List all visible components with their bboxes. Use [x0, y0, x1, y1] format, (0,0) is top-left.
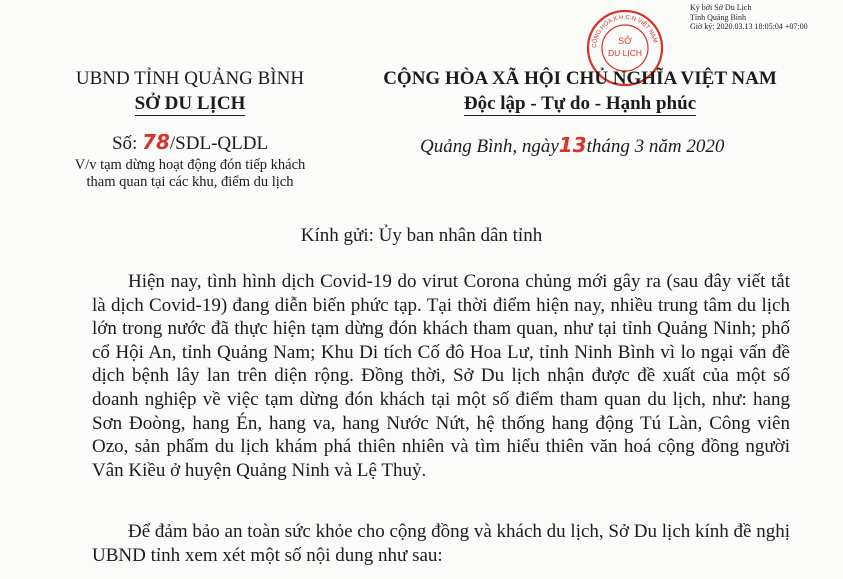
- signature-time: Giờ ký: 2020.03.13 18:05:04 +07:00: [690, 22, 808, 31]
- svg-text:SỞ: SỞ: [618, 36, 632, 46]
- subject-line-1: V/v tạm dừng hoạt động đón tiếp khách: [74, 157, 306, 173]
- national-motto-text: Độc lập - Tự do - Hạnh phúc: [463, 93, 697, 114]
- place-date: [420, 133, 724, 158]
- place-date-prefix: Quảng Bình, ngày: [420, 136, 559, 157]
- place-date-suffix: tháng 3 năm 2020: [586, 136, 725, 157]
- digital-signature-info: [690, 3, 808, 32]
- national-title: CỘNG HÒA XÃ HỘI CHỦ NGHĨA VIỆT NAM: [383, 68, 777, 89]
- org-name-text: SỞ DU LỊCH: [134, 93, 246, 114]
- signature-province: Tỉnh Quảng Bình: [690, 12, 746, 22]
- signature-signer: Ký bởi Sở Du Lịch: [690, 3, 752, 12]
- document-subject: [40, 157, 340, 191]
- document-number-prefix: Số:: [111, 133, 143, 154]
- recipient-line: Kính gửi: Ủy ban nhân dân tỉnh: [300, 225, 543, 246]
- document-number-handwritten: 78: [142, 130, 170, 154]
- document-number: [40, 130, 340, 155]
- svg-text:DU LỊCH: DU LỊCH: [607, 48, 643, 58]
- paragraph-1-text: Hiện nay, tình hình dịch Covid-19 do virut Corona chủng mới gây ra (sau đây viết tắt là dịch Covid-19) đang diễn biến phức tạp. Tại thời điểm hiện nay, nhiều trung tâm du lịch lớn trong nước đã thực hiện tạm dừng đón khách tham quan, như tại tỉnh Quảng Ninh; phố cổ Hội An, tỉnh Quảng Nam; Khu Di tích Cố đô Hoa Lư, tỉnh Ninh Bình vì lo ngại vấn đề dịch bệnh lây lan trên diện rộng. Đồng thời, Sở Du lịch nhận được đề xuất của một số doanh nghiệp về việc tạm dừng đón khách tại một số điểm tham quan du lịch, như: hang Sơn Đoòng, hang Én, hang va, hang Nước Nứt, hệ thống hang động Tú Làn, Công viên Ozo, sản phẩm du lịch khám phá thiên nhiên và tìm hiểu thiên văn hoá cộng đồng người Vân Kiều ở huyện Quảng Ninh và Lệ Thuỷ.: [92, 271, 790, 481]
- document-number-suffix: /SDL-QLDL: [169, 133, 269, 154]
- national-motto: [370, 93, 790, 115]
- day-handwritten: 13: [558, 133, 587, 157]
- paragraph-2-text: Để đảm bảo an toàn sức khỏe cho cộng đồng và khách du lịch, Sở Du lịch kính đề nghị UBND tỉnh xem xét một số nội dung như sau:: [92, 521, 790, 566]
- org-name: [40, 93, 340, 115]
- svg-text:CỘNG HÒA X.H.C.N VIỆT NAM: CỘNG HÒA X.H.C.N VIỆT NAM: [591, 14, 658, 49]
- subject-line-2: tham quan tại các khu, điểm du lịch: [86, 174, 294, 190]
- body-paragraph-2: [92, 520, 790, 567]
- body-paragraph-1: [92, 270, 790, 482]
- org-parent: UBND TỈNH QUẢNG BÌNH: [75, 68, 305, 89]
